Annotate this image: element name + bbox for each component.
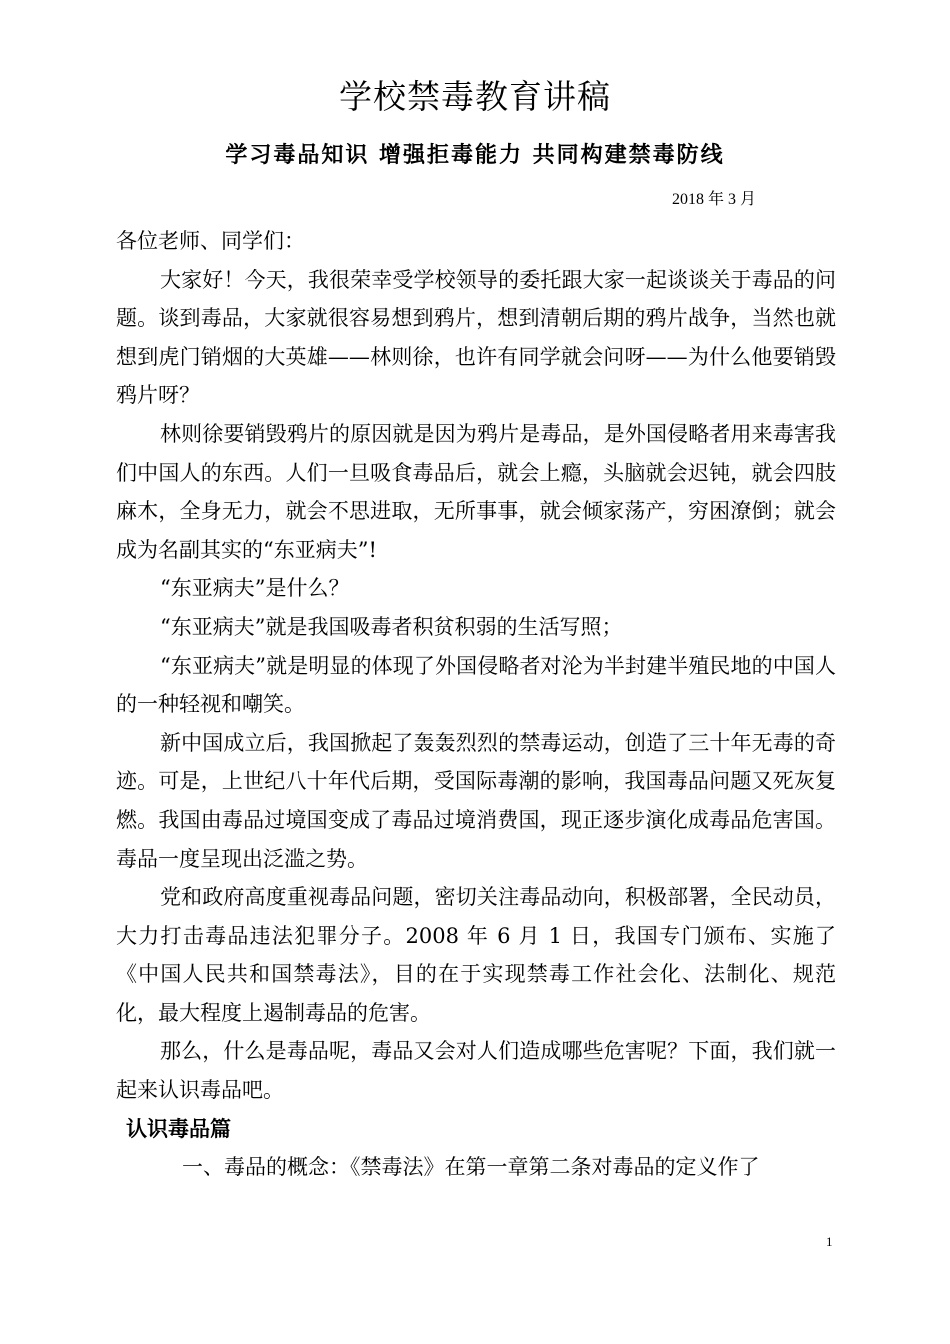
paragraph: 新中国成立后，我国掀起了轰轰烈烈的禁毒运动，创造了三十年无毒的奇迹。可是，上世纪八十年代后期，受国际毒潮的影响，我国毒品问题又死灰复燃。我国由毒品过境国变成了毒品过境消费国，现正逐步演化成毒品危害国。毒品一度呈现出泛滥之势。 bbox=[116, 730, 836, 871]
paragraph: “东亚病夫”是什么？ bbox=[160, 576, 350, 601]
paragraph: 那么，什么是毒品呢，毒品又会对人们造成哪些危害呢？下面，我们就一起来认识毒品吧。 bbox=[116, 1039, 836, 1103]
paragraph: 党和政府高度重视毒品问题，密切关注毒品动向，积极部署，全民动员，大力打击毒品违法犯罪分子。2008 年 6 月 1 日，我国专门颁布、实施了《中国人民共和国禁毒法》，目的在于实现禁毒工作社会化、法制化、规范化，最大程度上遏制毒品的危害。 bbox=[116, 885, 836, 1025]
paragraph: 林则徐要销毁鸦片的原因就是因为鸦片是毒品，是外国侵略者用来毒害我们中国人的东西。人们一旦吸食毒品后，就会上瘾，头脑就会迟钝，就会四肢麻木，全身无力，就会不思进取，无所事事，就会倾家荡产，穷困潦倒；就会成为名副其实的“东亚病夫”! bbox=[116, 421, 836, 562]
page-number: 1 bbox=[826, 1234, 833, 1249]
document-date: 2018 年 3 月 bbox=[672, 191, 757, 208]
page-subtitle: 学习毒品知识 增强拒毒能力 共同构建禁毒防线 bbox=[225, 142, 725, 168]
document-body bbox=[116, 222, 836, 1187]
paragraph: “东亚病夫”就是明显的体现了外国侵略者对沦为半封建半殖民地的中国人的一种轻视和嘲笑。 bbox=[116, 653, 836, 717]
page-title: 学校禁毒教育讲稿 bbox=[339, 77, 611, 116]
section-heading: 认识毒品篇 bbox=[126, 1116, 231, 1141]
salutation: 各位老师、同学们： bbox=[116, 229, 305, 253]
paragraph: “东亚病夫”就是我国吸毒者积贫积弱的生活写照； bbox=[160, 614, 623, 639]
paragraph: 大家好！今天，我很荣幸受学校领导的委托跟大家一起谈谈关于毒品的问题。谈到毒品，大家就很容易想到鸦片，想到清朝后期的鸦片战争，当然也就想到虎门销烟的大英雄——林则徐，也许有同学就会问呀——为什么他要销毁鸦片呀？ bbox=[116, 267, 836, 408]
section-paragraph: 一、毒品的概念：《禁毒法》在第一章第二条对毒品的定义作了 bbox=[182, 1155, 760, 1180]
